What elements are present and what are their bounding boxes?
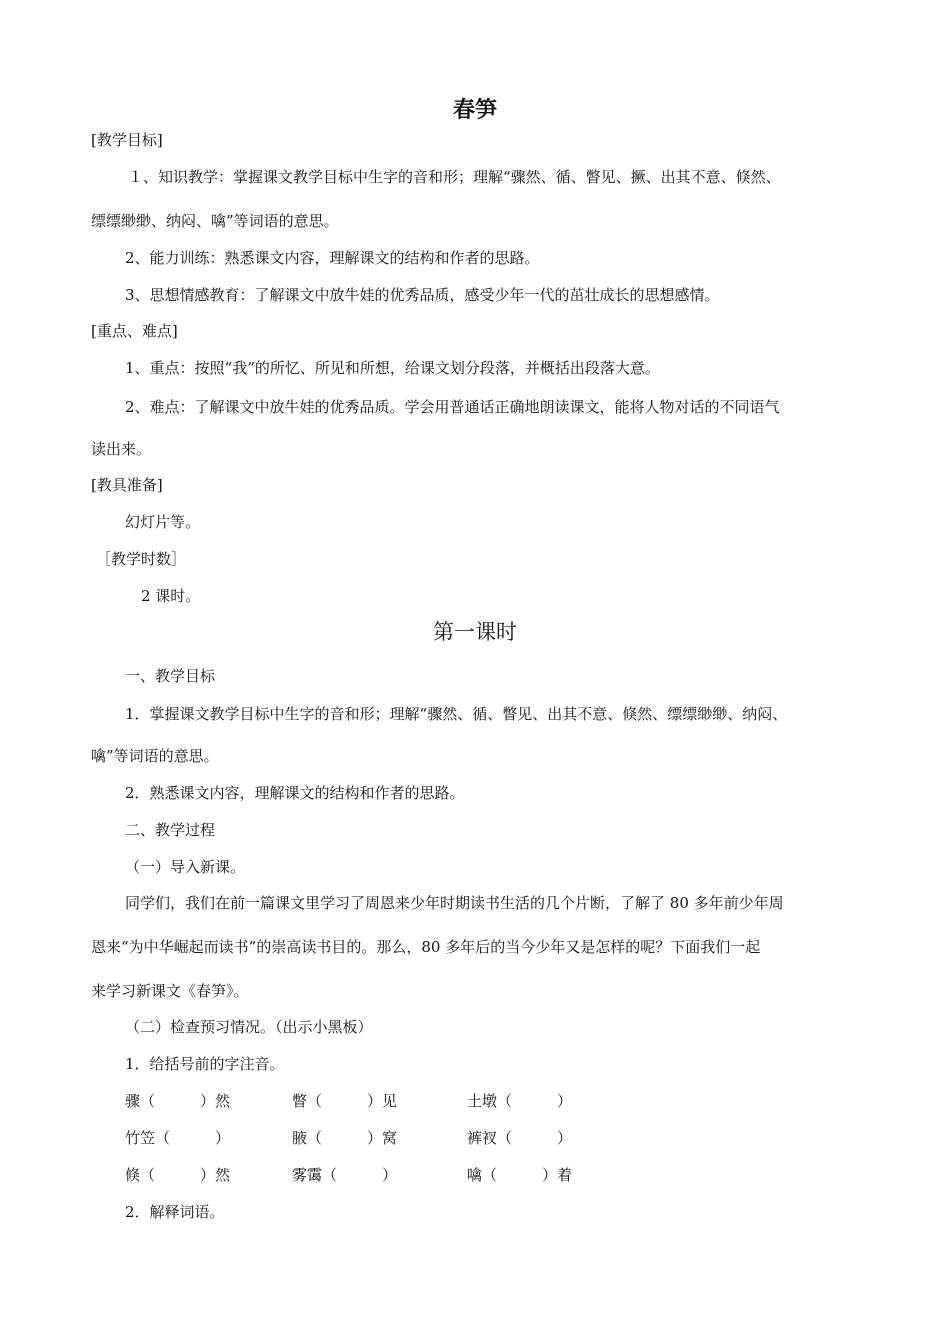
pinyin-item: 裤衩（ ）: [467, 1129, 573, 1147]
key-point-2-line2: 读出来。: [91, 440, 152, 458]
pinyin-item: 土墩（ ）: [467, 1092, 573, 1110]
intro-paragraph-line1: 同学们，我们在前一篇课文里学习了周恩来少年时期读书生活的几个片断，了解了 80 多年前少年周: [125, 894, 784, 912]
lesson-goal-2: 2．熟悉课文内容，理解课文的结构和作者的思路。: [125, 784, 465, 802]
materials-text: 幻灯片等。: [125, 513, 201, 531]
lesson-heading-process: 二、教学过程: [125, 821, 216, 839]
hours-text: 2 课时。: [141, 587, 201, 605]
pinyin-item: 腋（ ）窝: [292, 1129, 398, 1147]
goal-item-3: 3、思想情感教育：了解课文中放牛娃的优秀品质，感受少年一代的茁壮成长的思想感情。: [125, 286, 720, 304]
goal-item-1-line2: 缥缥缈缈、纳闷、噙”等词语的意思。: [91, 212, 339, 230]
pinyin-item: 竹笠（ ）: [125, 1129, 231, 1147]
process-step-preview: （二）检查预习情况。（出示小黑板）: [125, 1018, 373, 1036]
intro-paragraph-line2: 恩来“为中华崛起而读书”的崇高读书目的。那么，80 多年后的当今少年又是怎样的呢？下面我们一起: [91, 938, 761, 956]
document-title: 春笋: [452, 97, 497, 123]
lesson-goal-1-line2: 噙”等词语的意思。: [91, 747, 219, 765]
pinyin-item: 瞥（ ）见: [292, 1092, 398, 1110]
intro-paragraph-line3: 来学习新课文《春笋》。: [91, 982, 249, 1000]
lesson-heading-goals: 一、教学目标: [125, 667, 216, 685]
key-point-2-line1: 2、难点：了解课文中放牛娃的优秀品质。学会用普通话正确地朗读课文，能将人物对话的不同语气: [125, 398, 780, 416]
process-step-intro: （一）导入新课。: [125, 858, 246, 876]
pinyin-item: 噙（ ）着: [467, 1166, 573, 1184]
section-heading-goals: [教学目标]: [91, 131, 163, 149]
section-heading-key-points: [重点、难点]: [91, 322, 178, 340]
pinyin-item: 雾霭（ ）: [292, 1166, 398, 1184]
goal-item-1-line1: １、知识教学：掌握课文教学目标中生字的音和形；理解“骤然、循、瞥见、撅、出其不意、倏然、: [128, 168, 781, 186]
exercise-2-heading: 2．解释词语。: [125, 1203, 225, 1221]
key-point-1: 1、重点：按照“我”的所忆、所见和所想，给课文划分段落，并概括出段落大意。: [125, 359, 660, 377]
pinyin-item: 倏（ ）然: [125, 1166, 231, 1184]
pinyin-item: 骤（ ）然: [125, 1092, 231, 1110]
lesson-title: 第一课时: [433, 620, 517, 644]
section-heading-hours: ［教学时数］: [96, 550, 187, 568]
exercise-1-heading: 1．给括号前的字注音。: [125, 1055, 285, 1073]
goal-item-2: 2、能力训练：熟悉课文内容，理解课文的结构和作者的思路。: [125, 249, 540, 267]
section-heading-materials: [教具准备]: [91, 476, 163, 494]
lesson-goal-1-line1: 1．掌握课文教学目标中生字的音和形；理解“骤然、循、瞥见、出其不意、倏然、缥缥缈缈、纳闷、: [125, 705, 788, 723]
